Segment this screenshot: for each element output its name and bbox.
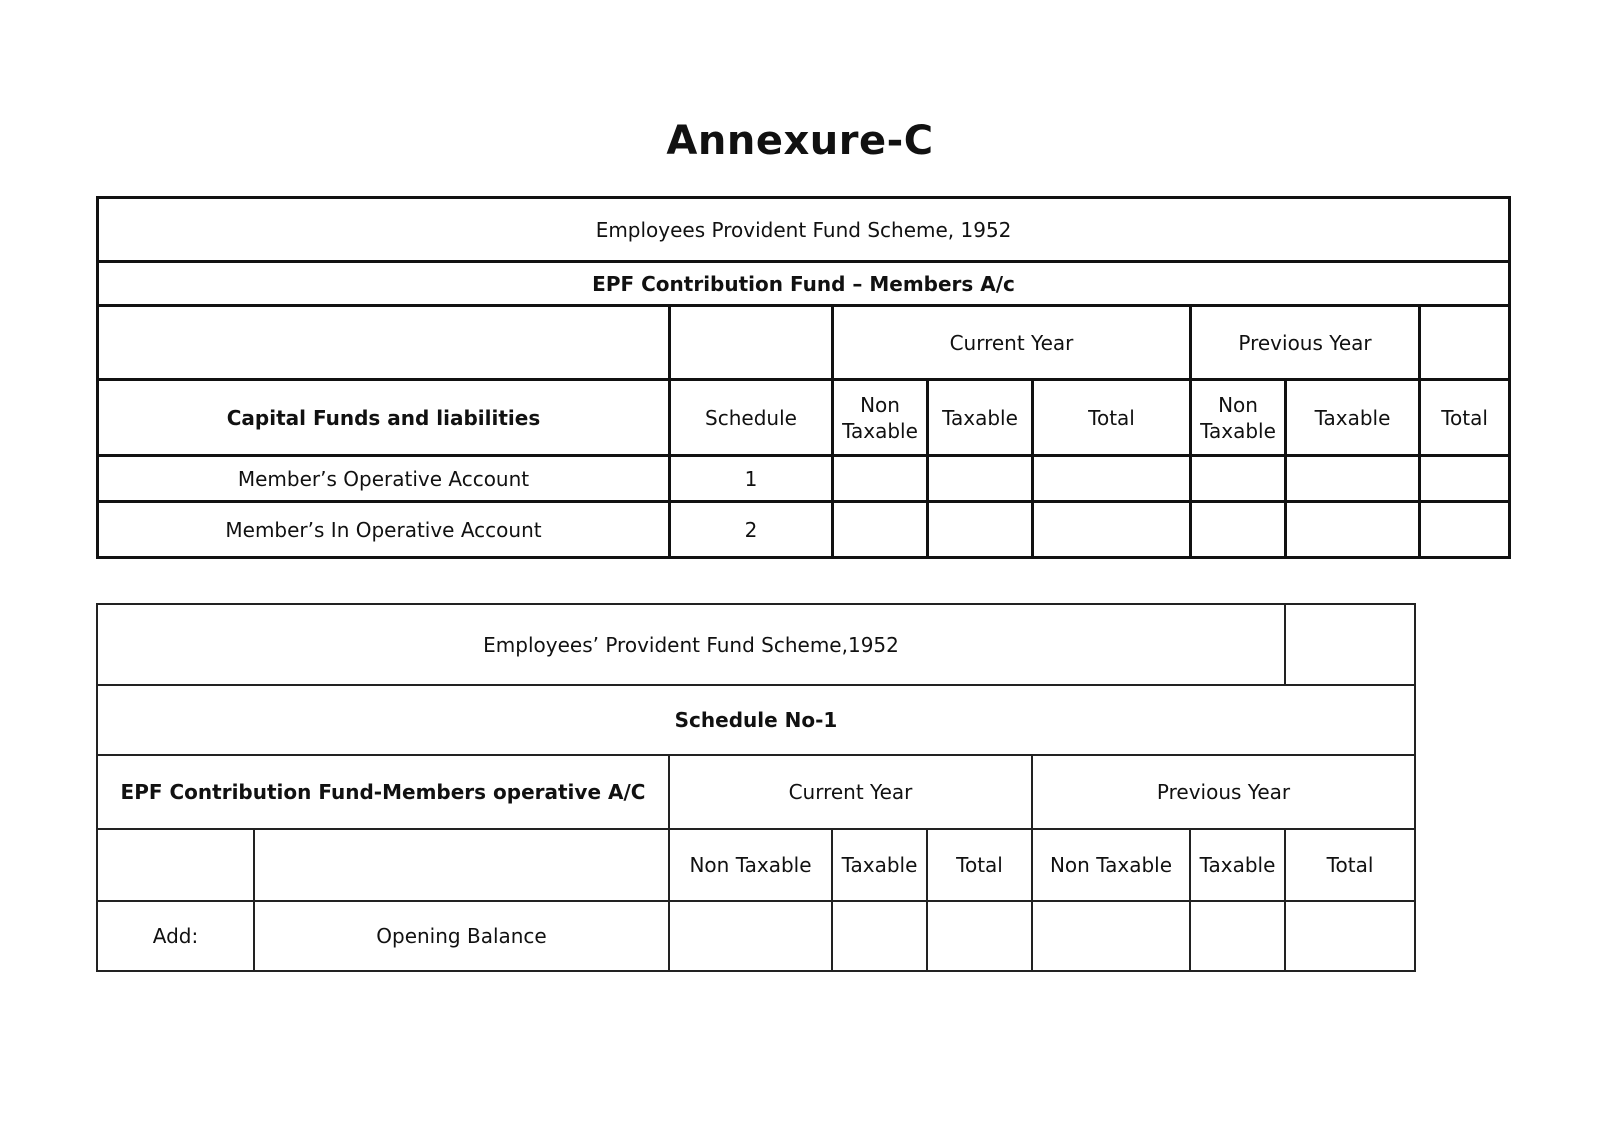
non-taxable-header: Non Taxable <box>1191 380 1286 456</box>
total-header: Total <box>1285 829 1415 901</box>
value-cell <box>832 901 927 971</box>
value-cell <box>928 502 1033 558</box>
schedule-title: Schedule No-1 <box>97 685 1415 755</box>
capital-funds-header: Capital Funds and liabilities <box>98 380 670 456</box>
row-prefix: Add: <box>97 901 254 971</box>
value-cell <box>1286 456 1420 502</box>
schedule-header: Schedule <box>670 380 833 456</box>
non-taxable-header: Non Taxable <box>1032 829 1190 901</box>
group-header-row <box>98 306 1510 380</box>
row-schedule: 2 <box>670 502 833 558</box>
row-schedule: 1 <box>670 456 833 502</box>
value-cell <box>1032 901 1190 971</box>
value-cell <box>1191 456 1286 502</box>
value-cell <box>1285 901 1415 971</box>
current-year-header: Current Year <box>669 755 1032 829</box>
value-cell <box>1033 456 1191 502</box>
value-cell <box>1420 502 1510 558</box>
current-year-header: Current Year <box>833 306 1191 380</box>
value-cell <box>669 901 832 971</box>
table-row <box>98 198 1510 262</box>
table-row <box>97 901 1415 971</box>
row-label: Opening Balance <box>254 901 669 971</box>
column-header-row <box>97 829 1415 901</box>
scheme-title: Employees Provident Fund Scheme, 1952 <box>98 198 1510 262</box>
empty-cell <box>254 829 669 901</box>
table-row <box>97 685 1415 755</box>
table-row <box>97 604 1415 685</box>
taxable-header: Taxable <box>832 829 927 901</box>
total-header: Total <box>1420 380 1510 456</box>
value-cell <box>1190 901 1285 971</box>
value-cell <box>1191 502 1286 558</box>
group-header-row <box>97 755 1415 829</box>
total-header: Total <box>927 829 1032 901</box>
value-cell <box>833 502 928 558</box>
value-cell <box>927 901 1032 971</box>
page-title: Annexure-C <box>666 118 934 164</box>
fund-title: EPF Contribution Fund – Members A/c <box>98 262 1510 306</box>
taxable-header: Taxable <box>1286 380 1420 456</box>
non-taxable-header: Non Taxable <box>833 380 928 456</box>
table-row <box>98 262 1510 306</box>
empty-cell <box>670 306 833 380</box>
previous-year-header: Previous Year <box>1032 755 1415 829</box>
taxable-header: Taxable <box>1190 829 1285 901</box>
empty-cell <box>98 306 670 380</box>
scheme-title: Employees’ Provident Fund Scheme,1952 <box>97 604 1285 685</box>
total-header: Total <box>1033 380 1191 456</box>
empty-cell <box>1420 306 1510 380</box>
value-cell <box>1286 502 1420 558</box>
empty-cell <box>1285 604 1415 685</box>
value-cell <box>833 456 928 502</box>
taxable-header: Taxable <box>928 380 1033 456</box>
row-label: Member’s Operative Account <box>98 456 670 502</box>
schedule-1-table <box>96 603 1416 972</box>
row-label: Member’s In Operative Account <box>98 502 670 558</box>
empty-cell <box>97 829 254 901</box>
non-taxable-header: Non Taxable <box>669 829 832 901</box>
fund-title: EPF Contribution Fund-Members operative A/C <box>97 755 669 829</box>
value-cell <box>1420 456 1510 502</box>
column-header-row <box>98 380 1510 456</box>
table-row <box>98 456 1510 502</box>
previous-year-header: Previous Year <box>1191 306 1420 380</box>
table-row <box>98 502 1510 558</box>
value-cell <box>1033 502 1191 558</box>
value-cell <box>928 456 1033 502</box>
members-account-table <box>96 196 1511 559</box>
